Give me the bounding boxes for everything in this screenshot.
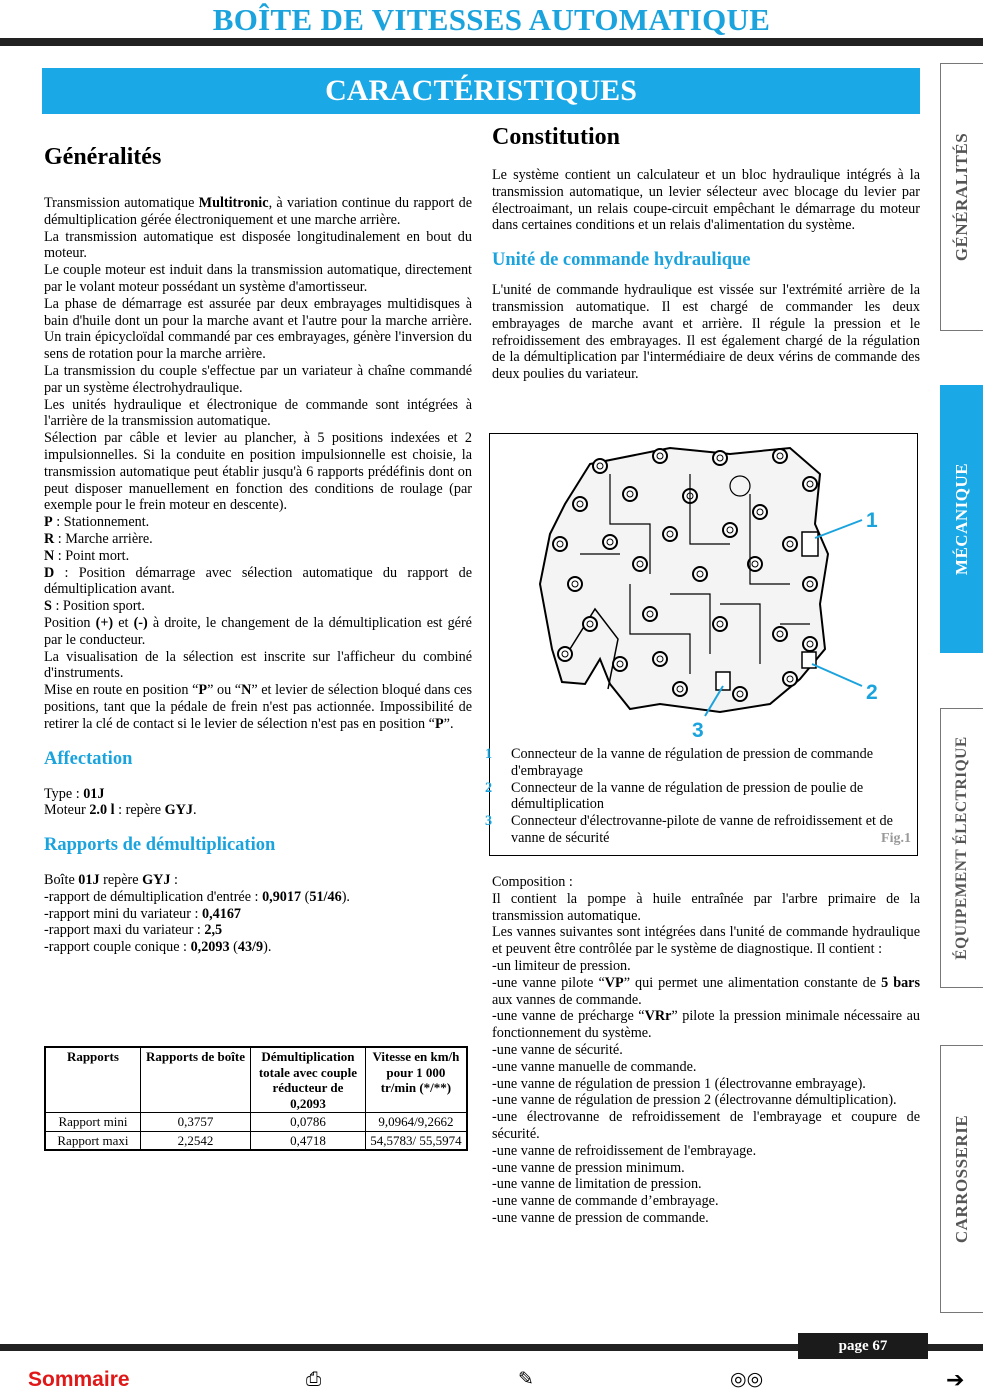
position-item: N : Point mort. (44, 547, 130, 564)
maxi-line: -rapport maxi du variateur : 2,5 (44, 922, 223, 939)
table-cell: 2,2542 (140, 1131, 250, 1150)
rapports-body (44, 872, 472, 956)
bolt-hole (713, 451, 727, 465)
generalites-heading: Généralités (44, 144, 162, 170)
unite-text: L'unité de commande hydraulique est vissée sur l'extrémité arrière de la transmission automatique. Il est chargé de commander les deux embrayages de marche avant et arrière. Il régule la pression et le refroidissement des embrayages. Il est également chargé de la régulation de la démultiplication par l'intermédiaire de deux vérins de commande des deux poulies du variateur. (492, 282, 920, 383)
bolt-hole (733, 687, 747, 701)
unite-heading: Unité de commande hydraulique (492, 250, 751, 271)
bolt-hole (713, 617, 727, 631)
constitution-heading: Constitution (492, 124, 621, 150)
sidebar-tab-label: CARROSSERIE (952, 1114, 971, 1244)
paragraph: Il contient la pompe à huile entraînée par l'arbre primaire de la transmission automatique. (492, 890, 920, 924)
paragraph: Transmission automatique Multitronic, à variation continue du rapport de démultiplication gérée électroniquement et une marche arrière. (44, 195, 472, 228)
bolt-hole (773, 449, 787, 463)
paragraph: Le couple moteur est induit dans la transmission automatique, directement par le volant moteur possédant un système d'amortisseur. (44, 262, 472, 295)
table-cell: 0,4718 (251, 1131, 366, 1150)
bolt-hole (603, 535, 617, 549)
moteur-line: Moteur 2.0 l : repère GYJ. (44, 802, 197, 819)
title-rule (0, 38, 983, 46)
table-cell: Rapport mini (45, 1113, 140, 1132)
list-item: -une vanne de régulation de pression 2 (électrovanne démultiplication). (492, 1092, 897, 1109)
sommaire-link[interactable]: Sommaire (28, 1368, 130, 1391)
bolt-hole (663, 527, 677, 541)
paragraph: La phase de démarrage est assurée par deux embrayages multidisques à bain d'huile dont un pour la marche avant et l'autre pour la marche arrière. Un train épicycloïdal commandé par ces embrayages, génère l'inversion du sens de rotation pour la marche arrière. (44, 295, 472, 363)
document-icon[interactable]: ✎ (518, 1368, 534, 1390)
bolt-hole (593, 459, 607, 473)
bolt-hole (623, 487, 637, 501)
mini-line: -rapport mini du variateur : 0,4167 (44, 905, 241, 922)
composition-intro: Composition : (492, 874, 573, 890)
left-column (44, 130, 472, 956)
bolt-hole (753, 505, 767, 519)
table-header: Rapports de boîte (140, 1047, 250, 1113)
paragraph: La transmission du couple s'effectue par un variateur à chaîne commandé par un système électrohydraulique. (44, 362, 472, 396)
bolt-hole (568, 577, 582, 591)
hydraulic-unit-drawing (490, 434, 916, 739)
rapports-heading: Rapports de démultiplication (44, 835, 276, 856)
sidebar-tab-label: MÉCANIQUE (952, 462, 971, 576)
callout-1: 1 (866, 509, 878, 532)
list-item: -une vanne de sécurité. (492, 1041, 623, 1058)
bolt-hole (803, 577, 817, 591)
type-line: Type : 01J (44, 785, 105, 802)
bolt-hole (643, 607, 657, 621)
sidebar-tab-generalites[interactable] (940, 63, 983, 331)
table-cell: 54,5783/ 55,5974 (365, 1131, 467, 1150)
paragraph: Les unités hydraulique et électronique de commande sont intégrées à l'arrière de la transmission automatique. (44, 396, 472, 430)
arrow-right-icon[interactable]: ➔ (946, 1368, 965, 1393)
composition-block (492, 874, 920, 1227)
sidebar-tab-mecanique[interactable] (940, 385, 983, 653)
table-row (45, 1113, 467, 1132)
constitution-text: Le système contient un calculateur et un bloc hydraulique intégrés à la transmission automatique, un levier sélecteur avec blocage du levier par électroaimant, un relais coupe-circuit empêchant le démarrage du moteur dans certaines conditions et un relais d'alimentation du système. (492, 167, 920, 234)
generalites-body (44, 195, 472, 733)
bolt-hole (653, 449, 667, 463)
list-item: -un limiteur de pression. (492, 957, 631, 974)
bolt-hole (558, 647, 572, 661)
bolt-hole (673, 682, 687, 696)
page-title: BOÎTE DE VITESSES AUTOMATIQUE (212, 2, 771, 37)
list-item: -une vanne pilote “VP” qui permet une alimentation constante de 5 bars aux vannes de commande. (492, 974, 920, 1008)
conique-line: -rapport couple conique : 0,2093 (43/9). (44, 939, 272, 956)
list-item: -une vanne de commande d’embrayage. (492, 1193, 719, 1210)
bolt-hole (723, 523, 737, 537)
paragraph: Les vannes suivantes sont intégrées dans l'unité de commande hydraulique et peuvent être contrôlée par le système de diagnostique. Il contient : (492, 924, 920, 958)
section-banner: CARACTÉRISTIQUES (42, 68, 920, 114)
bolt-hole (553, 537, 567, 551)
bolt-hole (803, 637, 817, 651)
legend-item: 3 Connecteur d'électrovanne-pilote de vanne de refroidissement et de vanne de sécurité (485, 813, 893, 846)
table-cell: 0,3757 (140, 1113, 250, 1132)
bolt-hole (783, 537, 797, 551)
position-item: P : Stationnement. (44, 514, 150, 531)
bolt-hole (583, 617, 597, 631)
rapports-table (44, 1046, 468, 1151)
page-number: page 67 (798, 1333, 928, 1359)
bolt-hole (803, 477, 817, 491)
paragraph: La transmission automatique est disposée longitudinalement en bout du moteur. (44, 228, 472, 262)
affectation-body (44, 786, 472, 820)
table-cell: Rapport maxi (45, 1131, 140, 1150)
table-header: Rapports (66, 1049, 119, 1064)
boite-line: Boîte 01J repère GYJ : (44, 872, 178, 889)
table-row (45, 1131, 467, 1150)
paragraph: Sélection par câble et levier au plancher, à 5 positions indexées et 2 impulsionnelles. Si la conduite en position impulsionnelle est choisie, la transmission automatique peut établir jusqu'à 6 rapports prédéfinis dont on peut disposer manuellement en fonction des conditions de roulage (par exemple pour le frein moteur en descente). (44, 430, 472, 514)
entree-line: -rapport de démultiplication d'entrée : 0,9017 (51/46). (44, 888, 350, 905)
list-item: -une vanne de pression de commande. (492, 1209, 709, 1226)
table-header-row (45, 1047, 467, 1113)
table-header: Vitesse en km/h pour 1 000 tr/min (*/**) (365, 1047, 467, 1113)
position-item: S : Position sport. (44, 598, 145, 615)
figure-label: Fig.1 (881, 831, 911, 846)
bolt-hole (693, 567, 707, 581)
list-item: -une vanne de limitation de pression. (492, 1176, 702, 1193)
paragraph: Mise en route en position “P” ou “N” et levier de sélection bloqué dans ces positions, tant que la pédale de frein n'est pas actionnée. Impossibilité de retirer la clé de contact si le levier de sélection n'est pas en position “P”. (44, 682, 472, 732)
list-item: -une vanne de pression minimum. (492, 1159, 685, 1176)
callout-2: 2 (866, 681, 878, 704)
list-item: -une vanne de précharge “VRr” pilote la pression minimale nécessaire au fonctionnement du système. (492, 1008, 921, 1042)
paragraph: Position (+) et (-) à droite, le changement de la démultiplication est géré par le conducteur. (44, 614, 472, 648)
bolt-hole (773, 627, 787, 641)
legend-item: 1 Connecteur de la vanne de régulation de pression de commande d'embrayage (485, 746, 874, 779)
table-header: Démultiplication totale avec couple réducteur de 0,2093 (251, 1047, 366, 1113)
figure-legend (485, 746, 910, 847)
list-item: -une vanne de refroidissement de l'embrayage. (492, 1142, 757, 1159)
table-cell: 9,0964/9,2662 (365, 1113, 467, 1132)
paragraph: La visualisation de la sélection est inscrite sur l'afficheur du combiné d'instruments. (44, 648, 472, 682)
right-column (492, 124, 920, 383)
sidebar-tab-label: ÉQUIPEMENT ÉLECTRIQUE (953, 736, 970, 960)
bolt-hole (783, 672, 797, 686)
sidebar-tab-equipement-electrique[interactable] (940, 708, 983, 988)
list-item: -une vanne de régulation de pression 1 (électrovanne embrayage). (492, 1075, 866, 1092)
bolt-hole (573, 497, 587, 511)
affectation-heading: Affectation (44, 748, 133, 769)
callout-3: 3 (692, 719, 704, 739)
binoculars-icon[interactable]: ◎◎ (730, 1368, 764, 1390)
figure-1 (485, 433, 918, 856)
list-item: -une vanne manuelle de commande. (492, 1058, 697, 1075)
sidebar-tab-label: GÉNÉRALITÉS (952, 132, 971, 262)
printer-icon[interactable]: ⎙ (306, 1368, 322, 1390)
position-item: D : Position démarrage avec sélection automatique du rapport de démultiplication avant. (44, 564, 472, 598)
list-item: -une électrovanne de refroidissement de l'embrayage et coupure de sécurité. (492, 1109, 920, 1142)
position-item: R : Marche arrière. (44, 530, 153, 547)
bolt-hole (613, 657, 627, 671)
bolt-hole (633, 557, 647, 571)
sidebar-tab-carrosserie[interactable] (940, 1045, 983, 1313)
legend-item: 2 Connecteur de la vanne de régulation de pression de poulie de démultiplication (485, 779, 864, 813)
table-cell: 0,0786 (251, 1113, 366, 1132)
bolt-hole (653, 652, 667, 666)
